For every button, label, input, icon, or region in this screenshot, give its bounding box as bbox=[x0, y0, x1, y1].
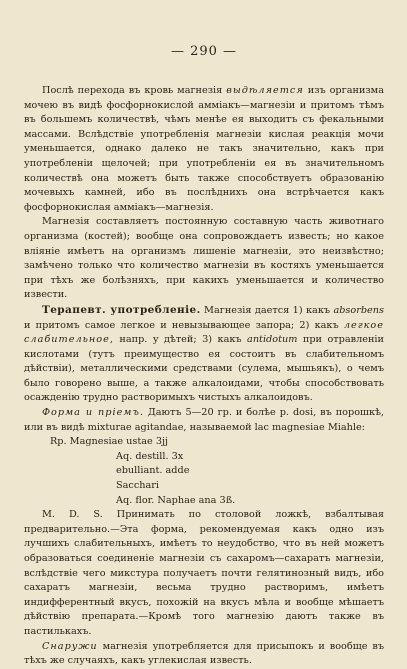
recipe-block bbox=[24, 435, 384, 508]
text-run: Послѣ перехода въ кровь магнезія bbox=[42, 85, 227, 96]
text-run: напр. у дѣтей; 3) какъ bbox=[113, 334, 248, 346]
paragraph-external-use bbox=[24, 640, 384, 669]
recipe-line: ebulliant. adde bbox=[116, 465, 190, 477]
text-run: и притомъ самое легкое и невызывающее запора; 2) какъ bbox=[24, 319, 344, 331]
paragraph-excretion bbox=[24, 84, 384, 215]
paragraph-mixture-note: M. D. S. Принимать по столовой ложкѣ, взбалтывая предварительно.—Эта форма, рекомендуемая какъ одно изъ лучшихъ слабительныхъ, имѣетъ то неудобство, что въ ней можетъ образоваться соединенiе магнезiи съ сахаромъ—сахаратъ магнезiи, вслѣдствiе чего микстура получаетъ почти гелятинозный видъ, ибо сахаратъ магнезiи, весьма трудно растворимъ, имѣетъ индифферентный вкусъ, похожiй на вкусъ мѣла и вообще мѣшаетъ дѣйствiю препарата.—Кромѣ того магнезiю даютъ также въ пастилькахъ. bbox=[24, 509, 384, 637]
section-heading: Форма и прiемъ. bbox=[42, 407, 144, 419]
text-run: изъ организма мочею въ видѣ фосфорнокислой аммiакъ—магнезiи и притомъ тѣмъ въ большемъ количествѣ, чѣмъ менѣе ея выходитъ съ фекальными массами. Вслѣдствiе употребленiя магнезiи кислая реакцiя мочи уменьшается, однако далеко не такъ значительно, какъ при употребленiи щелочей; при употребленiи ея въ значительномъ количествѣ она можетъ быть также способствуетъ образованiю мочевыхъ камней, ибо въ послѣднихъ она встрѣчается какъ фосфорнокислая аммiакъ—магнезiя. bbox=[24, 85, 384, 213]
section-heading: Снаружи bbox=[42, 640, 98, 652]
text-run: Магнезiя дается 1) какъ bbox=[200, 304, 334, 316]
latin-term: absorbens bbox=[333, 304, 384, 316]
page-number: — 290 — bbox=[170, 44, 238, 59]
recipe-line: Rp. Magnesiae ustae 3jj bbox=[50, 436, 169, 448]
section-heading: Терапевт. употребленiе. bbox=[42, 303, 201, 316]
emphasis-text: выдѣляется bbox=[226, 85, 304, 96]
paragraph-organism: Магнезiя составляетъ постоянную составную часть животнаго организма (костей); вообще она сопровождаетъ известь; но какое влiянiе имѣетъ на организмъ лишенiе магнезiи, это неизвѣстно; замѣчено только что количество магнезiи въ костяхъ уменьшается при тѣхъ же болѣзняхъ, при какихъ уменьшается и количество извести. bbox=[24, 216, 384, 301]
recipe-line: Sacchari bbox=[116, 480, 160, 492]
paragraph-form-dose bbox=[24, 406, 384, 435]
text-run: при отравленiи кислотами (тутъ преимущество ея состоитъ въ слабительномъ дѣйствiи), металлическими средствами (сулема, мышьякъ), о чемъ было говорено выше, а также алкалоидами, чтобы способствовать осажденiю трудно растворимыхъ чистыхъ алкалоидовъ. bbox=[24, 334, 384, 404]
page-body bbox=[24, 84, 384, 669]
paragraph-therapeutic-use bbox=[24, 303, 384, 406]
emphasis-text: легкое слабительное, bbox=[24, 319, 384, 346]
text-run: магнезiя употребляется для присыпокъ и вообще въ тѣхъ же случаяхъ, какъ углекислая известь. bbox=[24, 640, 384, 667]
latin-term: antidotum bbox=[247, 334, 298, 346]
recipe-line: Aq. flor. Naphae ana 3ß. bbox=[116, 494, 236, 506]
text-run: Даютъ 5—20 гр. и болѣе р. dosi, въ порошкѣ, или въ видѣ mixturae agitandae, называемой lac magnesiae Miahle: bbox=[24, 407, 385, 433]
recipe-line: Aq. destill. 3x bbox=[116, 450, 184, 462]
